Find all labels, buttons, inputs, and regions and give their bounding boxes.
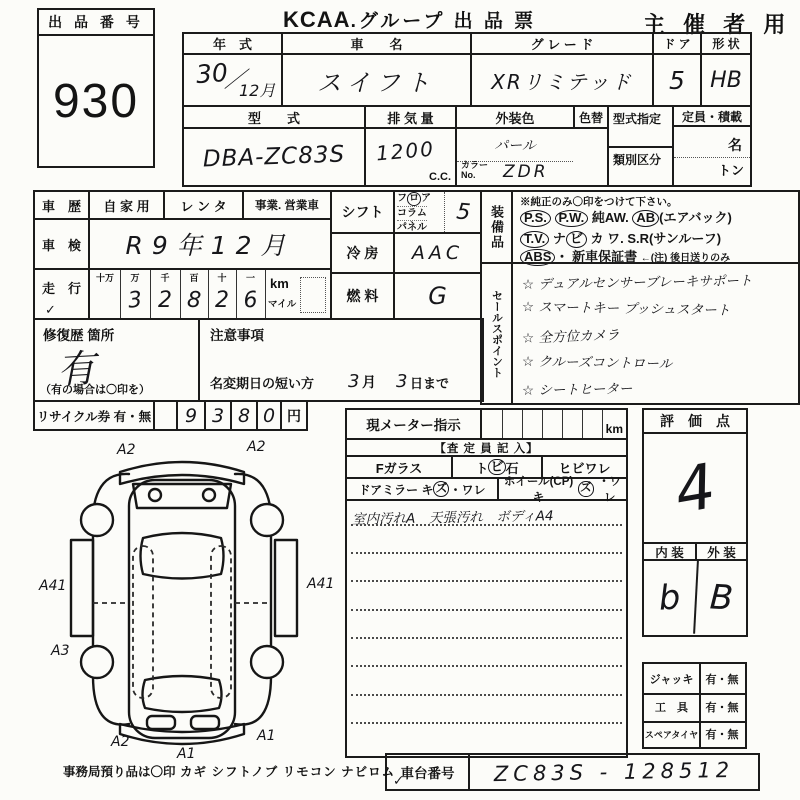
warranty-book: ・ 新車保証書 — [555, 249, 638, 264]
shift-options — [397, 192, 445, 232]
inspection-value: R9年12月 — [88, 218, 332, 270]
leather: カ ワ. — [590, 231, 624, 246]
divider — [602, 410, 603, 438]
spare-tire-presence: 有・無 — [705, 729, 739, 741]
door-header: ド ア — [652, 32, 702, 55]
meter-km-unit: km — [605, 422, 623, 436]
assessor-notes: 室内汚れA 天張汚れ ボディA4 — [351, 508, 554, 528]
tv-circled: T.V. — [520, 231, 549, 248]
recycle-digit-4: 0 — [256, 400, 282, 431]
displacement-value: 1200 — [375, 136, 436, 166]
airbag-circled: AB — [632, 210, 659, 227]
shift-column: コラム — [397, 207, 427, 219]
chassis-checkmark: ✓ — [393, 774, 404, 789]
color-no-value: ZDR — [503, 162, 549, 182]
crack-option: ヒビワレ — [541, 457, 626, 479]
divider — [582, 410, 583, 438]
km-unit: km — [270, 276, 289, 291]
damage-code: A2 — [117, 442, 136, 458]
grade-header: グ レ ー ド — [470, 32, 654, 55]
note-line — [351, 637, 622, 639]
airbag-caption: (エアバック) — [659, 210, 732, 225]
star-mark: ☆ — [521, 382, 535, 399]
note-line — [351, 665, 622, 667]
shift-floor-circled: ロ — [409, 193, 419, 204]
mirror-text: ドアミラー キ — [358, 482, 434, 497]
evaluation-score: 4 — [669, 448, 721, 528]
displacement-cell — [364, 105, 457, 187]
divider — [542, 410, 543, 438]
model-label: 型 式 — [184, 107, 364, 129]
star-mark: ☆ — [521, 353, 535, 370]
divider — [502, 410, 503, 438]
lot-number-value: 930 — [52, 74, 140, 128]
mileage-digit-1: 3 — [126, 287, 144, 314]
repair-note: （有の場合は〇印を） — [40, 384, 150, 396]
organizer-label: 主 催 者 用 — [643, 12, 792, 37]
digit-header-100: 百 — [189, 273, 199, 283]
door-mirror-row — [347, 479, 497, 501]
shift-cell — [393, 190, 482, 234]
navi-a: ナ — [552, 231, 566, 246]
deposit-items: カギ シフトノブ リモコン ナビロム — [180, 765, 396, 779]
mileage-digit-3: 8 — [186, 287, 202, 314]
digit-header-10k: 万 — [130, 273, 140, 283]
color-cell — [455, 105, 609, 187]
sales-point-2 — [522, 295, 731, 319]
star-mark: ☆ — [521, 330, 535, 347]
alloy-wheel: 純AW. — [591, 210, 629, 225]
grade-value: XRリミテッド — [470, 53, 654, 107]
lot-number-label: 出 品 番 号 — [39, 10, 153, 36]
note-line — [351, 524, 622, 526]
model-cell — [182, 105, 366, 187]
recycle-label: リサイクル券 有・無 — [33, 400, 155, 431]
interior-grade: b — [657, 577, 682, 619]
repair-value: 有 — [56, 346, 97, 392]
transfer-month-unit: 月 — [362, 374, 376, 390]
displacement-label: 排 気 量 — [366, 107, 455, 129]
evaluation-panel — [642, 408, 748, 637]
mileage-label: 走 行 — [41, 281, 81, 296]
classification-label: 類別区分 — [613, 153, 662, 167]
damage-code: A1 — [257, 728, 276, 744]
mileage-digit-2: 2 — [158, 288, 172, 313]
chassis-value: ZC83S - 128512 — [493, 757, 735, 787]
recycle-digit-1: 9 — [176, 400, 206, 431]
note-line — [351, 722, 622, 724]
exterior-grade: B — [693, 560, 748, 637]
divider — [522, 410, 523, 438]
capacity-label: 定員・積載 — [674, 107, 750, 127]
capacity-tons-unit: トン — [717, 163, 744, 178]
tool-presence: 有・無 — [705, 702, 739, 714]
sales-point-text: 全方位カメラ — [538, 327, 620, 347]
sales-point-4 — [522, 350, 672, 373]
sheet-title — [283, 6, 536, 33]
wheel-text2: ・ワレ — [598, 476, 622, 504]
sales-point-5 — [522, 377, 633, 399]
title-text: .グループ 出 品 票 — [350, 11, 537, 32]
sales-point-text: スマートキー プッシュスタート — [538, 299, 731, 319]
repair-cell — [33, 318, 200, 402]
sales-point-3 — [522, 323, 620, 346]
lot-number-box — [37, 8, 155, 168]
type-designation-label: 型式指定 — [613, 112, 662, 126]
damage-code: A41 — [307, 576, 335, 592]
wheel-scratch-circled: ズ — [578, 481, 594, 496]
chassis-label: 車台番号 — [387, 755, 470, 789]
damage-code: A2 — [247, 439, 266, 455]
digit-header-1: 一 — [245, 273, 255, 283]
inspection-label: 車 検 — [33, 218, 90, 270]
model-value: DBA-ZC83S — [202, 141, 346, 173]
history-private: 自 家 用 — [88, 190, 165, 220]
sales-points-label: セールスポイント — [482, 264, 513, 403]
sales-point-text: シートヒーター — [538, 381, 633, 399]
history-label: 車 歴 — [33, 190, 90, 220]
door-value: 5 — [652, 53, 702, 107]
stone-chip-circled: ビ — [490, 458, 504, 474]
note-line — [351, 580, 622, 582]
mileage-digit-0 — [90, 283, 120, 318]
equipment-line2 — [520, 228, 721, 248]
spare-tire-label: スペアタイヤ — [644, 729, 699, 740]
jack-presence: 有・無 — [705, 673, 739, 686]
mirror-scratch-circled: ズ — [435, 481, 448, 496]
ext-color-value: パール — [457, 129, 573, 162]
mirror-text2: ・ワレ — [449, 482, 486, 497]
damage-code: A3 — [51, 643, 70, 659]
meter-label: 現メーター指示 — [347, 410, 482, 440]
assessor-entry-label: 【査 定 員 記 入】 — [347, 440, 626, 457]
digit-header-100k: 十万 — [95, 273, 114, 283]
mileage-label-cell — [33, 268, 90, 320]
note-line — [351, 609, 622, 611]
transfer-deadline-label: 名変期日の短い方 — [210, 376, 315, 391]
shift-floor-c: ア — [421, 193, 431, 204]
history-commercial: 事業. 営業車 — [242, 190, 332, 220]
car-top-view — [45, 438, 325, 768]
digit-header-10: 十 — [217, 273, 227, 283]
recycle-yen-unit: 円 — [280, 400, 308, 431]
mileage-grid — [88, 268, 332, 320]
assessor-panel — [345, 408, 628, 758]
star-mark: ☆ — [521, 276, 535, 294]
abs-circled: ABS — [520, 249, 555, 266]
fuel-label: 燃 料 — [330, 272, 395, 320]
cooling-label: 冷 房 — [330, 232, 395, 274]
classification-cell — [607, 146, 674, 187]
sales-point-text: クルーズコントロール — [538, 353, 673, 373]
caution-label: 注意事項 — [210, 328, 264, 343]
office-deposit-note: 事務局預り品は〇印 — [63, 765, 176, 779]
sales-point-1 — [522, 269, 753, 293]
evaluation-label: 評 価 点 — [644, 410, 746, 434]
mileage-checkmark: ✓ — [45, 303, 56, 318]
interior-label: 内 装 — [644, 542, 695, 561]
chassis-row — [385, 753, 760, 791]
mile-unit: マイル — [268, 299, 297, 310]
transfer-day-unit: 日まで — [410, 376, 450, 391]
wheel-row — [497, 476, 626, 504]
year-header: 年 式 — [182, 32, 283, 55]
sales-point-text: デュアルセンサーブレーキサポート — [538, 272, 753, 293]
divider — [562, 410, 563, 438]
name-header: 車 名 — [281, 32, 472, 55]
year-month: 12月 — [239, 81, 276, 100]
equipment-panel — [480, 190, 800, 264]
tool-label: 工 具 — [655, 702, 688, 714]
shift-floor-a: フ — [397, 193, 407, 204]
color-no-label: カラーNo. — [461, 160, 489, 181]
transfer-day: 3 — [396, 371, 408, 392]
kcaa-logo: KCAA — [283, 7, 351, 32]
damage-code: A41 — [39, 578, 67, 594]
transfer-month: 3 — [348, 371, 360, 392]
digit-header-1k: 千 — [160, 273, 170, 283]
pw-circled: P.W. — [555, 210, 589, 227]
shift-label: シフト — [330, 190, 395, 234]
wheel-text: ホイール(CP) キ — [503, 476, 574, 504]
cooling-value: AAC — [393, 232, 482, 274]
shape-header: 形 状 — [700, 32, 752, 55]
fuel-value: G — [393, 272, 482, 320]
mileage-stamp-box — [300, 277, 326, 313]
damage-diagram — [39, 438, 335, 768]
displacement-unit: C.C. — [429, 171, 451, 183]
note-line — [351, 694, 622, 696]
meter-boxes — [482, 410, 626, 440]
exterior-label: 外 装 — [695, 542, 746, 561]
capacity-divider — [674, 157, 750, 158]
year-value: 30 — [195, 57, 229, 90]
shape-value: HB — [700, 53, 752, 107]
repair-label: 修復歴 箇所 — [43, 328, 115, 343]
sales-points-panel — [480, 262, 800, 405]
type-designation-cell — [607, 105, 674, 148]
capacity-persons-unit: 名 — [728, 137, 742, 153]
stone-chip-c: 石 — [505, 460, 519, 476]
damage-code: A1 — [177, 746, 196, 762]
front-glass-label: Fガラス — [347, 457, 453, 479]
navi-circled: ビ — [566, 231, 587, 248]
equipment-line1 — [520, 207, 732, 227]
capacity-cell — [672, 105, 752, 187]
history-rental: レ ン タ — [163, 190, 244, 220]
mileage-digit-4: 2 — [215, 288, 229, 313]
shift-value: 5 — [455, 198, 472, 226]
star-mark: ☆ — [521, 299, 535, 316]
equipment-label: 装備品 — [482, 192, 513, 262]
shift-panel: パネル — [397, 221, 427, 233]
color-change-label: 色替 — [573, 107, 607, 129]
recycle-spacer — [153, 400, 178, 431]
equipment-note: ※純正のみ〇印をつけて下さい。 — [520, 196, 678, 208]
jack-label: ジャッキ — [649, 673, 694, 686]
caution-cell — [198, 318, 484, 402]
mileage-digit-5: 6 — [242, 287, 259, 314]
warranty-note: ←(注) 後日送りのみ — [640, 253, 731, 264]
year-cell — [182, 53, 283, 107]
name-value: スイフト — [281, 53, 472, 107]
year-slash: ／ — [224, 68, 247, 93]
ps-circled: P.S. — [520, 210, 551, 227]
damage-code: A2 — [111, 734, 130, 750]
ext-color-label: 外装色 — [457, 107, 573, 129]
sunroof: S.R(サンルーフ) — [627, 231, 722, 246]
stone-chip-a: ト — [475, 460, 489, 476]
recycle-digit-3: 8 — [230, 400, 258, 431]
note-line — [351, 552, 622, 554]
recycle-digit-2: 3 — [204, 400, 232, 431]
accessories-table — [642, 662, 747, 749]
